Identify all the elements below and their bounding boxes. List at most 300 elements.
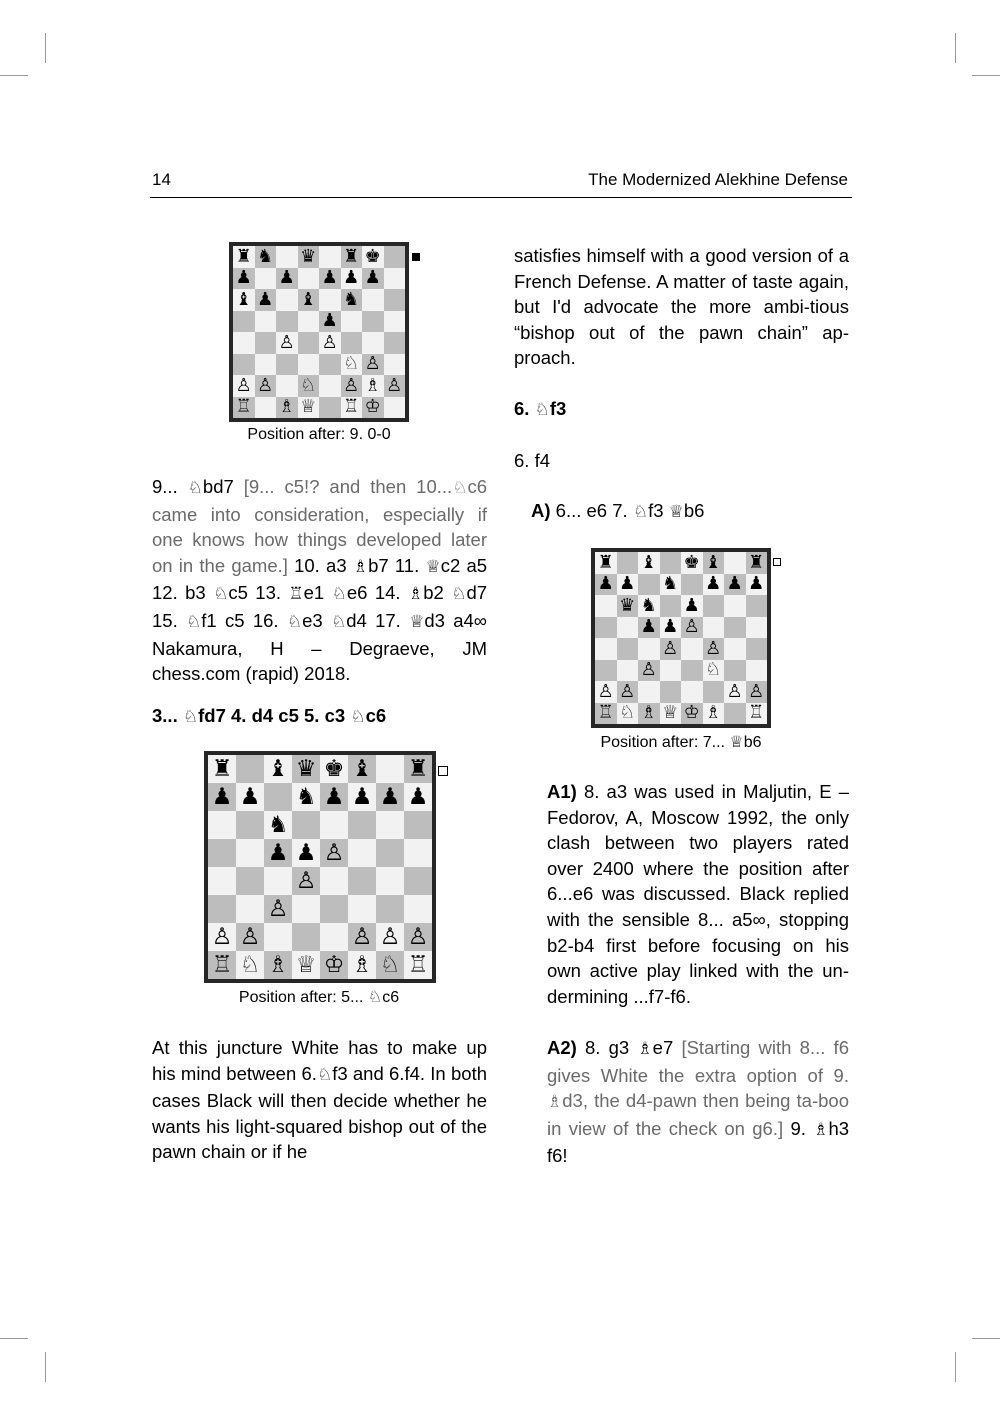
line-a-heading: A) 6... e6 7. ♘f3 ♕b6 — [531, 500, 705, 522]
black-knight-icon: ♞ — [662, 573, 679, 595]
crop-mark — [955, 33, 956, 63]
white-pawn-icon: ♙ — [386, 374, 403, 396]
crop-mark — [45, 1352, 46, 1382]
square-c7 — [264, 783, 292, 811]
white-pawn-icon: ♙ — [640, 659, 657, 681]
square-f3 — [348, 895, 376, 923]
square-e1 — [319, 397, 341, 419]
square-d1 — [298, 397, 320, 419]
square-b6 — [255, 289, 277, 311]
square-e5 — [681, 617, 703, 639]
square-h8 — [746, 552, 768, 574]
square-b3 — [255, 354, 277, 376]
square-d7 — [292, 783, 320, 811]
knight-icon: ♘ — [350, 707, 366, 727]
square-c6 — [264, 811, 292, 839]
square-a5 — [595, 617, 617, 639]
bishop-icon: ♗ — [547, 1092, 563, 1113]
crop-mark — [972, 1338, 1000, 1339]
square-g5 — [362, 311, 384, 333]
square-e4 — [320, 867, 348, 895]
square-g5 — [724, 617, 746, 639]
square-f3 — [341, 354, 363, 376]
white-pawn-icon: ♙ — [257, 374, 274, 396]
square-c4 — [264, 867, 292, 895]
white-knight-icon: ♘ — [300, 374, 317, 396]
chess-diagram — [204, 751, 436, 983]
square-e7 — [681, 574, 703, 596]
square-c7 — [276, 268, 298, 290]
white-knight-icon: ♘ — [343, 353, 360, 375]
square-d2 — [298, 375, 320, 397]
square-h3 — [404, 895, 432, 923]
square-b2 — [617, 681, 639, 703]
black-pawn-icon: ♟ — [343, 267, 360, 289]
square-f2 — [348, 923, 376, 951]
square-d3 — [298, 354, 320, 376]
square-d8 — [292, 755, 320, 783]
square-b3 — [617, 660, 639, 682]
black-pawn-icon: ♟ — [351, 783, 373, 810]
black-pawn-icon: ♟ — [748, 573, 765, 595]
square-h2 — [384, 375, 406, 397]
square-g4 — [724, 638, 746, 660]
square-g8 — [376, 755, 404, 783]
white-king-icon: ♔ — [683, 702, 700, 724]
square-g1 — [362, 397, 384, 419]
black-queen-icon: ♛ — [300, 245, 317, 267]
square-a6 — [595, 595, 617, 617]
square-f3 — [703, 660, 725, 682]
white-rook-icon: ♖ — [597, 702, 614, 724]
bishop-icon: ♗ — [407, 584, 424, 605]
square-g2 — [724, 681, 746, 703]
square-d3 — [292, 895, 320, 923]
square-h3 — [384, 354, 406, 376]
square-a5 — [208, 839, 236, 867]
square-e5 — [320, 839, 348, 867]
square-c2 — [264, 923, 292, 951]
square-b2 — [255, 375, 277, 397]
square-d8 — [660, 552, 682, 574]
black-king-icon: ♚ — [364, 245, 381, 267]
square-e7 — [319, 268, 341, 290]
square-b6 — [236, 811, 264, 839]
black-pawn-icon: ♟ — [278, 267, 295, 289]
black-rook-icon: ♜ — [343, 245, 360, 267]
square-d4 — [660, 638, 682, 660]
square-g8 — [362, 246, 384, 268]
crop-mark — [0, 1338, 28, 1339]
square-c5 — [276, 311, 298, 333]
square-a8 — [208, 755, 236, 783]
square-e6 — [681, 595, 703, 617]
square-g1 — [724, 703, 746, 725]
square-a5 — [233, 311, 255, 333]
square-g6 — [376, 811, 404, 839]
black-rook-icon: ♜ — [235, 245, 252, 267]
square-e4 — [681, 638, 703, 660]
square-b1 — [255, 397, 277, 419]
side-to-move-black-icon — [412, 253, 420, 261]
square-g1 — [376, 951, 404, 979]
square-f4 — [341, 332, 363, 354]
game-annotation: 9... ♘bd7 [9... c5!? and then 10...♘c6 came into consideration, especially if one knows how things developed later on in the game.] 10. a3 ♗b7 11. ♕c2 a5 12. b3 ♘c5 13. ♖e1 ♘e6 14. ♗b2 ♘d7 15. ♘f1 c5 16. ♘e3 ♘d4 17. ♕d3 a4∞ Nakamura, H – Degraeve, JM chess.com (rapid) 2018. — [152, 476, 488, 685]
black-bishop-icon: ♝ — [705, 551, 722, 573]
square-a7 — [208, 783, 236, 811]
square-f8 — [348, 755, 376, 783]
running-title: The Modernized Alekhine Defense — [588, 170, 848, 189]
square-d4 — [298, 332, 320, 354]
square-f8 — [341, 246, 363, 268]
header-rule — [150, 197, 852, 198]
square-a1 — [233, 397, 255, 419]
square-c3 — [638, 660, 660, 682]
chess-diagram — [229, 242, 409, 422]
square-a3 — [208, 895, 236, 923]
white-knight-icon: ♘ — [379, 951, 401, 978]
square-b8 — [255, 246, 277, 268]
square-b8 — [236, 755, 264, 783]
white-king-icon: ♔ — [323, 951, 345, 978]
square-a6 — [233, 289, 255, 311]
chess-diagram — [591, 548, 771, 728]
square-c8 — [264, 755, 292, 783]
square-g7 — [376, 783, 404, 811]
black-rook-icon: ♜ — [407, 755, 429, 782]
crop-mark — [0, 75, 28, 76]
square-f6 — [703, 595, 725, 617]
knight-icon: ♘ — [632, 502, 649, 522]
white-bishop-icon: ♗ — [364, 374, 381, 396]
square-e1 — [320, 951, 348, 979]
white-pawn-icon: ♙ — [211, 923, 233, 950]
black-queen-icon: ♛ — [619, 594, 636, 616]
white-pawn-icon: ♙ — [295, 867, 317, 894]
black-pawn-icon: ♟ — [321, 267, 338, 289]
commentary-paragraph: At this juncture White has to make up his mind between 6.♘f3 and 6.f4. In both cases Black will then decide whether he wants his light-squared bishop out of the pawn chain or if he — [152, 1037, 487, 1163]
square-c6 — [276, 289, 298, 311]
square-e1 — [681, 703, 703, 725]
square-e4 — [319, 332, 341, 354]
black-pawn-icon: ♟ — [321, 310, 338, 332]
square-a2 — [233, 375, 255, 397]
square-f5 — [703, 617, 725, 639]
black-queen-icon: ♛ — [295, 755, 317, 782]
white-bishop-icon: ♗ — [351, 951, 373, 978]
square-g2 — [376, 923, 404, 951]
square-f5 — [341, 311, 363, 333]
black-king-icon: ♚ — [323, 755, 345, 782]
diagram-caption: Position after: 7... ♕b6 — [600, 734, 762, 751]
square-b6 — [617, 595, 639, 617]
square-g3 — [376, 895, 404, 923]
square-a4 — [208, 867, 236, 895]
square-f7 — [348, 783, 376, 811]
black-knight-icon: ♞ — [267, 811, 289, 838]
main-line-moves: 3... ♘fd7 4. d4 c5 5. c3 ♘c6 — [152, 705, 387, 727]
square-d8 — [298, 246, 320, 268]
white-knight-icon: ♘ — [619, 702, 636, 724]
white-pawn-icon: ♙ — [239, 923, 261, 950]
square-a3 — [595, 660, 617, 682]
square-e3 — [319, 354, 341, 376]
white-pawn-icon: ♙ — [351, 923, 373, 950]
square-h7 — [746, 574, 768, 596]
square-b7 — [617, 574, 639, 596]
square-d1 — [292, 951, 320, 979]
black-knight-icon: ♞ — [640, 594, 657, 616]
square-b2 — [236, 923, 264, 951]
white-rook-icon: ♖ — [748, 702, 765, 724]
square-f6 — [348, 811, 376, 839]
white-pawn-icon: ♙ — [278, 331, 295, 353]
page-number: 14 — [152, 170, 171, 189]
knight-icon: ♘ — [213, 584, 229, 605]
square-h7 — [384, 268, 406, 290]
knight-icon: ♘ — [452, 478, 468, 498]
knight-icon: ♘ — [186, 611, 202, 632]
square-b8 — [617, 552, 639, 574]
square-g4 — [376, 867, 404, 895]
crop-mark — [972, 75, 1000, 76]
square-d3 — [660, 660, 682, 682]
square-g4 — [362, 332, 384, 354]
commentary-paragraph: satisfies himself with a good version of a French Defense. A matter of taste again, but I'd advocate the more ambi-tious “bishop out of the pawn chain” ap-proach. — [514, 245, 849, 369]
line-a2-paragraph: A2) 8. g3 ♗e7 [Starting with 8... f6 gives White the extra option of 9. ♗d3, the d4-pawn then being ta-boo in view of the check on g6.] 9. ♗h3 f6! — [547, 1037, 850, 1167]
square-a4 — [233, 332, 255, 354]
black-pawn-icon: ♟ — [683, 594, 700, 616]
bishop-icon: ♗ — [637, 1039, 653, 1059]
black-knight-icon: ♞ — [343, 288, 360, 310]
knight-icon: ♘ — [286, 611, 303, 632]
square-h1 — [404, 951, 432, 979]
white-rook-icon: ♖ — [407, 951, 429, 978]
white-bishop-icon: ♗ — [278, 396, 295, 418]
square-f4 — [703, 638, 725, 660]
square-b4 — [236, 867, 264, 895]
white-knight-icon: ♘ — [705, 659, 722, 681]
side-to-move-white-icon — [773, 558, 781, 566]
black-bishop-icon: ♝ — [300, 288, 317, 310]
square-b7 — [255, 268, 277, 290]
square-a7 — [233, 268, 255, 290]
white-pawn-icon: ♙ — [662, 637, 679, 659]
square-a8 — [595, 552, 617, 574]
side-to-move-white-icon — [438, 766, 448, 776]
square-h5 — [384, 311, 406, 333]
square-a1 — [208, 951, 236, 979]
white-rook-icon: ♖ — [343, 396, 360, 418]
square-a1 — [595, 703, 617, 725]
square-h6 — [404, 811, 432, 839]
square-h8 — [384, 246, 406, 268]
black-pawn-icon: ♟ — [323, 783, 345, 810]
square-f1 — [348, 951, 376, 979]
rook-icon: ♖ — [288, 584, 304, 605]
knight-icon: ♘ — [187, 478, 203, 498]
white-pawn-icon: ♙ — [364, 353, 381, 375]
square-e6 — [320, 811, 348, 839]
square-c8 — [638, 552, 660, 574]
white-bishop-icon: ♗ — [640, 702, 657, 724]
square-d5 — [298, 311, 320, 333]
square-d6 — [298, 289, 320, 311]
black-pawn-icon: ♟ — [295, 839, 317, 866]
knight-icon: ♘ — [331, 584, 347, 605]
white-queen-icon: ♕ — [662, 702, 679, 724]
square-a6 — [208, 811, 236, 839]
square-e8 — [320, 755, 348, 783]
square-h5 — [404, 839, 432, 867]
diagram-caption: Position after: 5... ♘c6 — [238, 989, 400, 1006]
white-pawn-icon: ♙ — [407, 923, 429, 950]
white-queen-icon: ♕ — [295, 951, 317, 978]
knight-icon: ♘ — [316, 1064, 333, 1085]
square-a3 — [233, 354, 255, 376]
square-d2 — [292, 923, 320, 951]
square-c4 — [276, 332, 298, 354]
black-knight-icon: ♞ — [295, 783, 317, 810]
square-g8 — [724, 552, 746, 574]
square-e5 — [319, 311, 341, 333]
black-pawn-icon: ♟ — [379, 783, 401, 810]
square-c6 — [638, 595, 660, 617]
square-b4 — [617, 638, 639, 660]
white-pawn-icon: ♙ — [323, 839, 345, 866]
black-rook-icon: ♜ — [597, 551, 614, 573]
queen-icon: ♕ — [668, 502, 684, 522]
square-h7 — [404, 783, 432, 811]
square-c3 — [264, 895, 292, 923]
square-g7 — [362, 268, 384, 290]
black-pawn-icon: ♟ — [211, 783, 233, 810]
black-bishop-icon: ♝ — [351, 755, 373, 782]
square-d4 — [292, 867, 320, 895]
square-h1 — [746, 703, 768, 725]
square-e2 — [319, 375, 341, 397]
square-h2 — [746, 681, 768, 703]
white-king-icon: ♔ — [364, 396, 381, 418]
queen-icon: ♕ — [425, 556, 441, 577]
square-h1 — [384, 397, 406, 419]
square-a7 — [595, 574, 617, 596]
knight-icon: ♘ — [330, 611, 347, 632]
square-h3 — [746, 660, 768, 682]
black-bishop-icon: ♝ — [235, 288, 252, 310]
square-a2 — [208, 923, 236, 951]
white-rook-icon: ♖ — [211, 951, 233, 978]
white-pawn-icon: ♙ — [705, 637, 722, 659]
knight-icon: ♘ — [451, 584, 467, 605]
bishop-icon: ♗ — [813, 1119, 829, 1140]
white-pawn-icon: ♙ — [619, 680, 636, 702]
square-b5 — [236, 839, 264, 867]
square-e2 — [681, 681, 703, 703]
square-c5 — [264, 839, 292, 867]
line-a1-paragraph: A1) 8. a3 was used in Maljutin, E – Fedorov, A, Moscow 1992, the only clash between two players rated over 2400 where the position after 6...e6 was discussed. Black replied with the sensible 8... a5∞, stopping b2-b4 first before focusing on his own active play linked with the un-dermining ...f7-f6. — [547, 781, 849, 1007]
white-pawn-icon: ♙ — [748, 680, 765, 702]
white-pawn-icon: ♙ — [343, 374, 360, 396]
square-d1 — [660, 703, 682, 725]
white-bishop-icon: ♗ — [267, 951, 289, 978]
square-c1 — [264, 951, 292, 979]
white-pawn-icon: ♙ — [321, 331, 338, 353]
square-c5 — [638, 617, 660, 639]
square-f8 — [703, 552, 725, 574]
square-h2 — [404, 923, 432, 951]
white-pawn-icon: ♙ — [597, 680, 614, 702]
square-b3 — [236, 895, 264, 923]
square-g3 — [362, 354, 384, 376]
square-b4 — [255, 332, 277, 354]
square-b1 — [236, 951, 264, 979]
square-h4 — [404, 867, 432, 895]
white-bishop-icon: ♗ — [705, 702, 722, 724]
black-king-icon: ♚ — [683, 551, 700, 573]
black-rook-icon: ♜ — [211, 755, 233, 782]
square-f2 — [341, 375, 363, 397]
black-knight-icon: ♞ — [257, 245, 274, 267]
white-pawn-icon: ♙ — [726, 680, 743, 702]
diagram-caption: Position after: 9. 0-0 — [247, 426, 391, 443]
square-c7 — [638, 574, 660, 596]
square-f6 — [341, 289, 363, 311]
square-h6 — [746, 595, 768, 617]
square-h4 — [384, 332, 406, 354]
white-pawn-icon: ♙ — [235, 374, 252, 396]
square-c4 — [638, 638, 660, 660]
square-d5 — [292, 839, 320, 867]
square-d7 — [660, 574, 682, 596]
square-g2 — [362, 375, 384, 397]
square-b7 — [236, 783, 264, 811]
square-f4 — [348, 867, 376, 895]
black-bishop-icon: ♝ — [267, 755, 289, 782]
square-e8 — [319, 246, 341, 268]
square-e3 — [320, 895, 348, 923]
alternative-move: 6. f4 — [514, 450, 550, 471]
square-e7 — [320, 783, 348, 811]
square-g6 — [362, 289, 384, 311]
square-f5 — [348, 839, 376, 867]
crop-mark — [45, 33, 46, 63]
square-f2 — [703, 681, 725, 703]
square-h8 — [404, 755, 432, 783]
bishop-icon: ♗ — [352, 556, 369, 577]
black-pawn-icon: ♟ — [705, 573, 722, 595]
square-f7 — [703, 574, 725, 596]
square-c3 — [276, 354, 298, 376]
white-knight-icon: ♘ — [239, 951, 261, 978]
square-h5 — [746, 617, 768, 639]
square-c2 — [276, 375, 298, 397]
square-a2 — [595, 681, 617, 703]
square-h6 — [384, 289, 406, 311]
white-pawn-icon: ♙ — [379, 923, 401, 950]
square-d6 — [292, 811, 320, 839]
white-pawn-icon: ♙ — [683, 616, 700, 638]
square-f1 — [703, 703, 725, 725]
black-bishop-icon: ♝ — [640, 551, 657, 573]
knight-icon: ♘ — [182, 707, 199, 727]
black-pawn-icon: ♟ — [597, 573, 614, 595]
square-h4 — [746, 638, 768, 660]
square-c8 — [276, 246, 298, 268]
square-c1 — [638, 703, 660, 725]
square-g7 — [724, 574, 746, 596]
main-line-moves: 6. ♘f3 — [514, 398, 567, 420]
